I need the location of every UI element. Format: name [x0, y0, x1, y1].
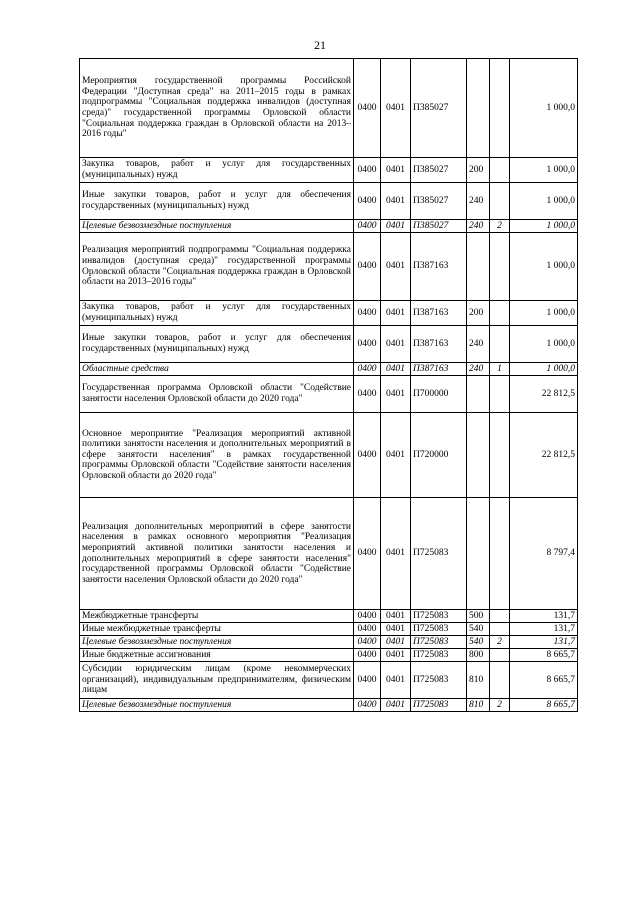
subsection-code-cell: 0401	[381, 649, 411, 662]
expense-type-cell: 240	[467, 220, 490, 233]
expense-type-cell	[467, 59, 490, 158]
row-name-cell: Иные закупки товаров, работ и услуг для обеспечения государственных (муниципальных) нужд	[80, 183, 354, 220]
row-name-cell: Мероприятия государственной программы Российской Федерации "Доступная среда" на 2011–2015 годы в рамках подпрограммы "Социальная поддержка инвалидов (доступная среда)" государственной программы Орловской области "Социальная поддержка граждан в Орловской области на 2013–2016 годы"	[80, 59, 354, 158]
section-code-cell: 0400	[354, 649, 381, 662]
section-code-cell: 0400	[354, 59, 381, 158]
section-code-cell: 0400	[354, 498, 381, 610]
target-article-cell: П725083	[411, 649, 467, 662]
row-name-cell: Реализация дополнительных мероприятий в сфере занятости населения в рамках основного мероприятия "Реализация мероприятий активной политики занятости населения и дополнительных мероприятий в сфере занятости населения" государственной программы Орловской области "Содействие занятости населения Орловской области до 2020 года"	[80, 498, 354, 610]
subsection-code-cell: 0401	[381, 59, 411, 158]
amount-cell: 8 797,4	[510, 498, 578, 610]
amount-cell: 22 812,5	[510, 413, 578, 498]
target-article-cell: П385027	[411, 220, 467, 233]
expense-type-cell: 500	[467, 610, 490, 623]
section-code-cell: 0400	[354, 636, 381, 649]
target-article-cell: П385027	[411, 183, 467, 220]
section-code-cell: 0400	[354, 610, 381, 623]
target-article-cell: П725083	[411, 636, 467, 649]
target-article-cell: П720000	[411, 413, 467, 498]
funding-source-cell	[490, 413, 510, 498]
amount-cell: 1 000,0	[510, 363, 578, 376]
section-code-cell: 0400	[354, 326, 381, 363]
row-name-cell: Основное мероприятие "Реализация мероприятий активной политики занятости населения и дополнительных мероприятий в сфере занятости населения" в рамках государственной программы Орловской области "Содействие занятости населения Орловской области до 2020 года"	[80, 413, 354, 498]
funding-source-cell	[490, 326, 510, 363]
subsection-code-cell: 0401	[381, 413, 411, 498]
expense-type-cell: 800	[467, 649, 490, 662]
table-row	[80, 59, 578, 158]
subsection-code-cell: 0401	[381, 233, 411, 301]
table-row	[80, 183, 578, 220]
funding-source-cell	[490, 498, 510, 610]
subsection-code-cell: 0401	[381, 662, 411, 699]
target-article-cell: П385027	[411, 59, 467, 158]
row-name-cell: Государственная программа Орловской области "Содействие занятости населения Орловской области до 2020 года"	[80, 376, 354, 413]
table-row	[80, 498, 578, 610]
table-row	[80, 233, 578, 301]
subsection-code-cell: 0401	[381, 636, 411, 649]
funding-source-cell: 2	[490, 636, 510, 649]
amount-cell: 22 812,5	[510, 376, 578, 413]
funding-source-cell: 2	[490, 699, 510, 712]
funding-source-cell	[490, 59, 510, 158]
funding-source-cell	[490, 649, 510, 662]
expense-type-cell: 240	[467, 326, 490, 363]
amount-cell: 1 000,0	[510, 158, 578, 183]
amount-cell: 1 000,0	[510, 326, 578, 363]
target-article-cell: П725083	[411, 623, 467, 636]
section-code-cell: 0400	[354, 220, 381, 233]
row-name-cell: Закупка товаров, работ и услуг для государственных (муниципальных) нужд	[80, 301, 354, 326]
funding-source-cell	[490, 183, 510, 220]
expense-type-cell	[467, 413, 490, 498]
page-number: 21	[314, 38, 326, 52]
section-code-cell: 0400	[354, 183, 381, 220]
table-row	[80, 649, 578, 662]
expense-type-cell	[467, 233, 490, 301]
section-code-cell: 0400	[354, 301, 381, 326]
row-name-cell: Иные межбюджетные трансферты	[80, 623, 354, 636]
row-name-cell: Реализация мероприятий подпрограммы "Социальная поддержка инвалидов (доступная среда)" государственной программы Орловской области "Социальная поддержка граждан в Орловской области на 2013–2016 годы"	[80, 233, 354, 301]
row-name-cell: Целевые безвозмездные поступления	[80, 220, 354, 233]
amount-cell: 1 000,0	[510, 59, 578, 158]
table-row	[80, 220, 578, 233]
amount-cell: 8 665,7	[510, 649, 578, 662]
amount-cell: 8 665,7	[510, 662, 578, 699]
section-code-cell: 0400	[354, 363, 381, 376]
table-row	[80, 636, 578, 649]
section-code-cell: 0400	[354, 699, 381, 712]
expense-type-cell: 200	[467, 158, 490, 183]
target-article-cell: П387163	[411, 301, 467, 326]
amount-cell: 131,7	[510, 610, 578, 623]
subsection-code-cell: 0401	[381, 220, 411, 233]
row-name-cell: Целевые безвозмездные поступления	[80, 699, 354, 712]
row-name-cell: Иные бюджетные ассигнования	[80, 649, 354, 662]
subsection-code-cell: 0401	[381, 301, 411, 326]
funding-source-cell	[490, 233, 510, 301]
row-name-cell: Субсидии юридическим лицам (кроме некоммерческих организаций), индивидуальным предпринимателям, физическим лицам	[80, 662, 354, 699]
amount-cell: 131,7	[510, 623, 578, 636]
funding-source-cell	[490, 662, 510, 699]
section-code-cell: 0400	[354, 413, 381, 498]
expense-type-cell: 810	[467, 662, 490, 699]
expense-type-cell: 540	[467, 636, 490, 649]
target-article-cell: П387163	[411, 326, 467, 363]
target-article-cell: П700000	[411, 376, 467, 413]
subsection-code-cell: 0401	[381, 699, 411, 712]
table-row	[80, 363, 578, 376]
amount-cell: 1 000,0	[510, 301, 578, 326]
funding-source-cell	[490, 376, 510, 413]
subsection-code-cell: 0401	[381, 326, 411, 363]
expense-type-cell	[467, 376, 490, 413]
target-article-cell: П725083	[411, 699, 467, 712]
amount-cell: 1 000,0	[510, 183, 578, 220]
funding-source-cell	[490, 623, 510, 636]
amount-cell: 131,7	[510, 636, 578, 649]
subsection-code-cell: 0401	[381, 376, 411, 413]
table-row	[80, 413, 578, 498]
subsection-code-cell: 0401	[381, 158, 411, 183]
row-name-cell: Областные средства	[80, 363, 354, 376]
section-code-cell: 0400	[354, 662, 381, 699]
expense-type-cell: 540	[467, 623, 490, 636]
funding-source-cell	[490, 610, 510, 623]
table-row	[80, 610, 578, 623]
amount-cell: 8 665,7	[510, 699, 578, 712]
amount-cell: 1 000,0	[510, 233, 578, 301]
expense-type-cell: 810	[467, 699, 490, 712]
expense-type-cell: 200	[467, 301, 490, 326]
table-row	[80, 158, 578, 183]
subsection-code-cell: 0401	[381, 498, 411, 610]
table-row	[80, 376, 578, 413]
funding-source-cell	[490, 158, 510, 183]
row-name-cell: Межбюджетные трансферты	[80, 610, 354, 623]
subsection-code-cell: 0401	[381, 183, 411, 220]
amount-cell: 1 000,0	[510, 220, 578, 233]
subsection-code-cell: 0401	[381, 623, 411, 636]
table-row	[80, 301, 578, 326]
expense-type-cell: 240	[467, 183, 490, 220]
target-article-cell: П725083	[411, 662, 467, 699]
budget-table-body	[80, 59, 578, 712]
table-row	[80, 699, 578, 712]
expense-type-cell: 240	[467, 363, 490, 376]
section-code-cell: 0400	[354, 158, 381, 183]
target-article-cell: П387163	[411, 363, 467, 376]
table-row	[80, 662, 578, 699]
funding-source-cell	[490, 301, 510, 326]
funding-source-cell: 2	[490, 220, 510, 233]
section-code-cell: 0400	[354, 623, 381, 636]
section-code-cell: 0400	[354, 376, 381, 413]
subsection-code-cell: 0401	[381, 610, 411, 623]
table-row	[80, 326, 578, 363]
row-name-cell: Закупка товаров, работ и услуг для государственных (муниципальных) нужд	[80, 158, 354, 183]
funding-source-cell: 1	[490, 363, 510, 376]
section-code-cell: 0400	[354, 233, 381, 301]
target-article-cell: П725083	[411, 498, 467, 610]
table-row	[80, 623, 578, 636]
row-name-cell: Иные закупки товаров, работ и услуг для обеспечения государственных (муниципальных) нужд	[80, 326, 354, 363]
expense-type-cell	[467, 498, 490, 610]
budget-table	[79, 58, 578, 712]
target-article-cell: П725083	[411, 610, 467, 623]
row-name-cell: Целевые безвозмездные поступления	[80, 636, 354, 649]
subsection-code-cell: 0401	[381, 363, 411, 376]
target-article-cell: П387163	[411, 233, 467, 301]
target-article-cell: П385027	[411, 158, 467, 183]
